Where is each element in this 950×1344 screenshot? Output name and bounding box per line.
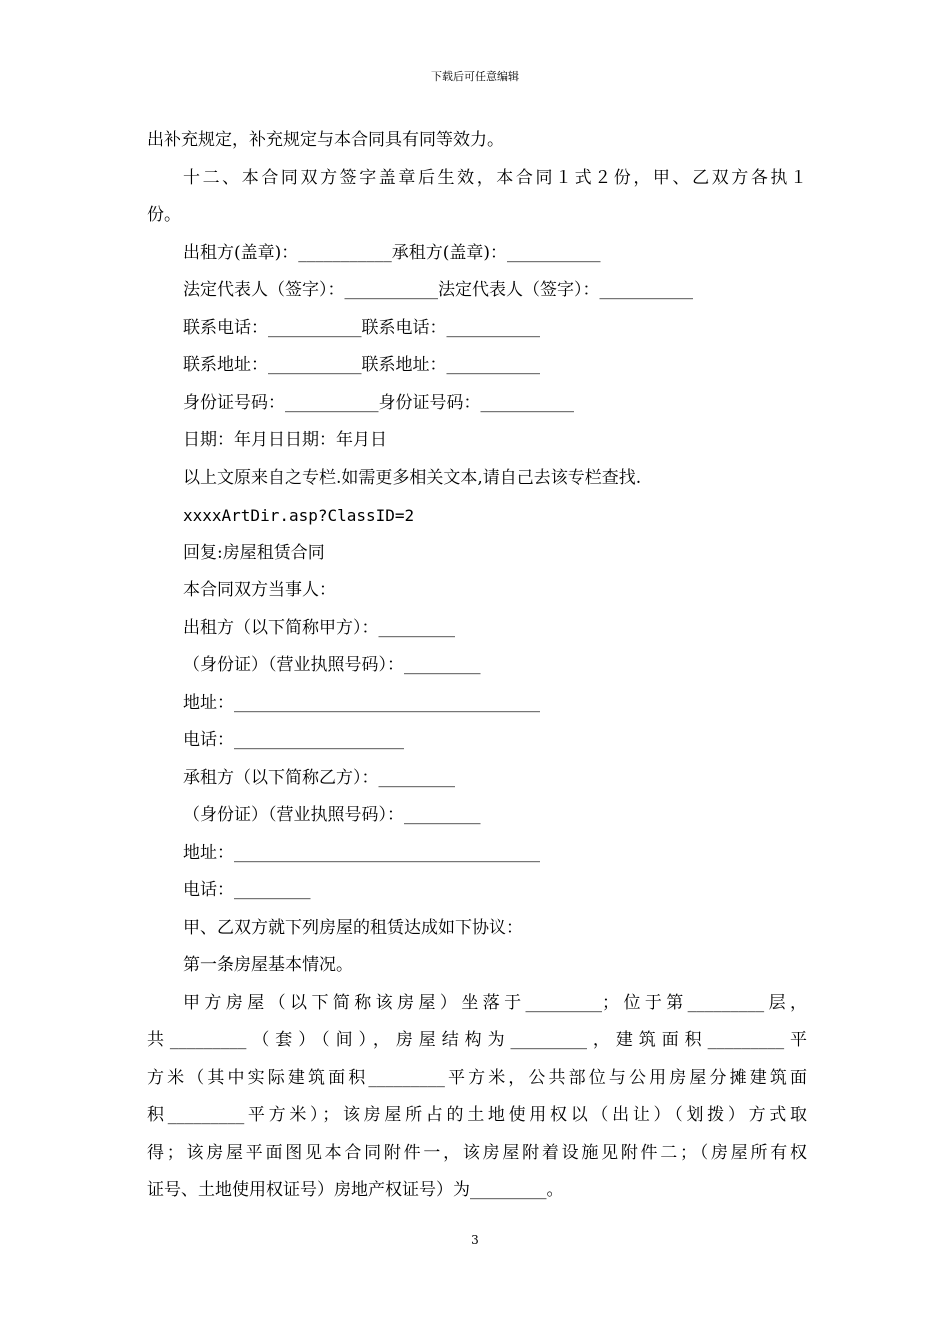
text-line: 证号、土地使用权证号）房地产权证号）为_________。 [147, 1180, 564, 1200]
text-line: 共_________（套）（间），房屋结构为_________，建筑面积_________平 [147, 1030, 807, 1050]
text-line: 出补充规定，补充规定与本合同具有同等效力。 [147, 130, 504, 150]
text-line: 承租方（以下简称乙方）：_________ [183, 767, 455, 788]
text-line: 出租方(盖章)：___________承租方(盖章)：___________ [183, 242, 601, 263]
text-line: 以上文原来自之专栏.如需更多相关文本,请自己去该专栏查找. [183, 467, 642, 488]
text-line: （身份证）（营业执照号码）：_________ [183, 655, 481, 675]
text-line: 身份证号码：___________身份证号码：___________ [183, 392, 574, 413]
text-line: 电话：_________ [183, 880, 311, 900]
text-line: 本合同双方当事人： [183, 580, 336, 600]
text-line: 回复:房屋租赁合同 [183, 542, 325, 563]
text-line: 电话：____________________ [183, 730, 404, 750]
text-line: xxxxArtDir.asp?ClassID=2 [183, 506, 415, 525]
page-header: 下载后可任意编辑 [431, 70, 519, 83]
page-number: 3 [471, 1233, 479, 1247]
text-line: 联系电话：___________联系电话：___________ [183, 317, 540, 338]
text-line: 甲、乙双方就下列房屋的租赁达成如下协议： [183, 917, 523, 938]
text-line: 十二、本合同双方签字盖章后生效，本合同１式２份，甲、乙双方各执１ [183, 167, 807, 188]
text-line: 地址：____________________________________ [183, 842, 540, 863]
text-line: （身份证）（营业执照号码）：_________ [183, 805, 481, 825]
text-line: 日期：年月日日期：年月日 [183, 430, 387, 450]
document-body [147, 122, 807, 1210]
text-line: 积_________平方米）；该房屋所占的土地使用权以（出让）（划拨）方式取 [147, 1105, 807, 1125]
text-line: 得；该房屋平面图见本合同附件一，该房屋附着设施见附件二；（房屋所有权 [147, 1142, 807, 1163]
text-line: 出租方（以下简称甲方）：_________ [183, 617, 455, 638]
text-line: 甲方房屋（以下简称该房屋）坐落于_________；位于第_________层， [183, 992, 807, 1013]
text-line: 第一条房屋基本情况。 [183, 955, 353, 975]
text-line: 联系地址：___________联系地址：___________ [183, 355, 540, 375]
text-line: 方米（其中实际建筑面积_________平方米，公共部位与公用房屋分摊建筑面 [147, 1067, 807, 1088]
text-line: 地址：____________________________________ [183, 692, 540, 713]
text-line: 份。 [147, 205, 181, 225]
text-line: 法定代表人（签字）：___________法定代表人（签字）：___________ [183, 280, 693, 300]
